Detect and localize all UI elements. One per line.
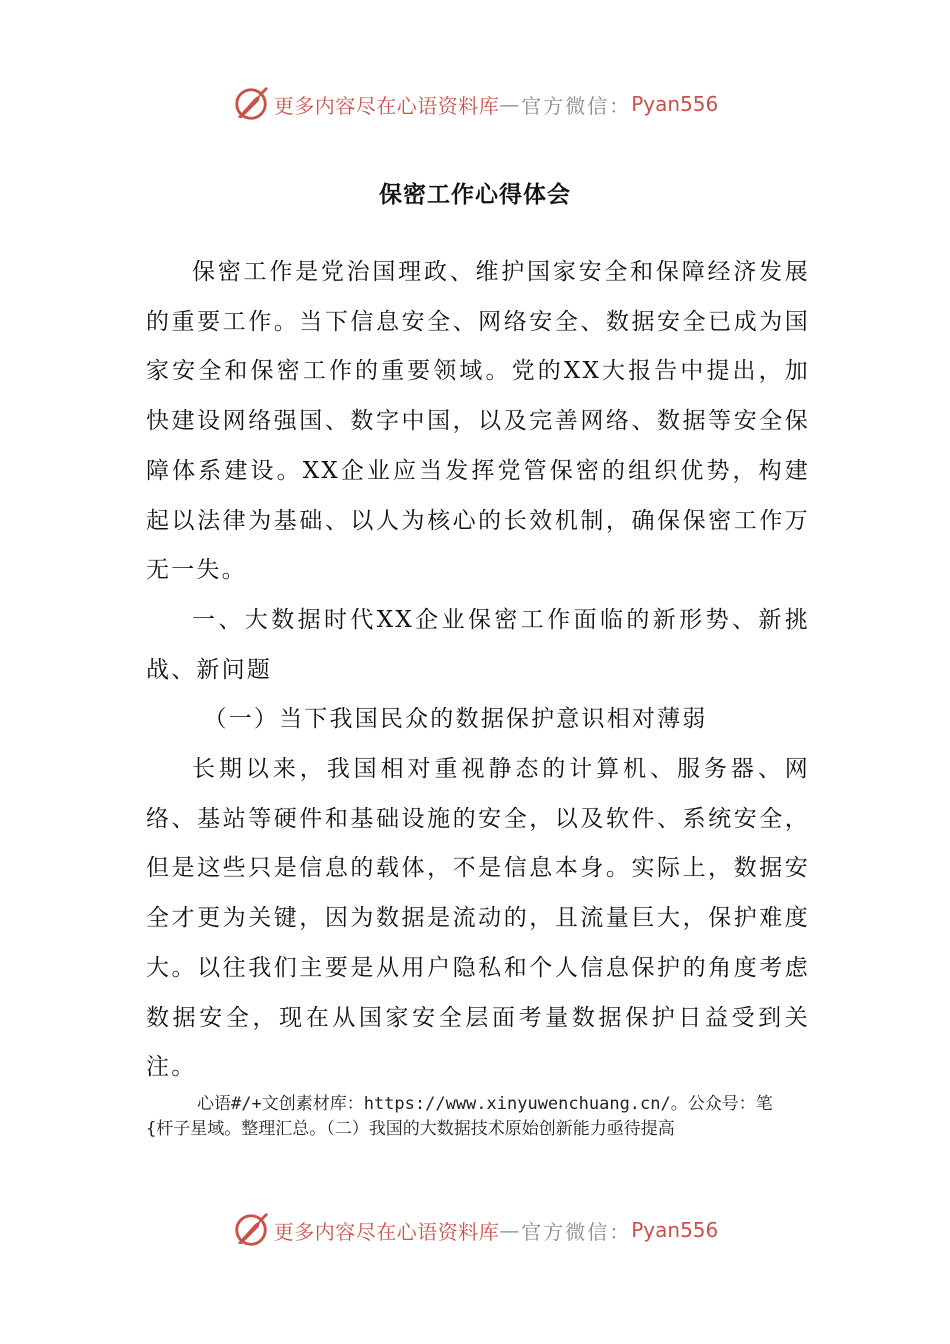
pen-nib-icon	[232, 1211, 270, 1249]
paragraph-intro: 保密工作是党治国理政、维护国家安全和保障经济发展的重要工作。当下信息安全、网络安全、数据安全已成为国家安全和保密工作的重要领域。党的XX大报告中提出，加快建设网络强国、数字中国，以及完善网络、数据等安全保障体系建设。XX企业应当发挥党管保密的组织优势，构建起以法律为基础、以人为核心的长效机制，确保保密工作万无一失。	[146, 259, 810, 584]
banner-sub-text: 官方微信：	[521, 1219, 632, 1244]
paragraph-body: 长期以来，我国相对重视静态的计算机、服务器、网络、基站等硬件和基础设施的安全，以及软件、系统安全，但是这些只是信息的载体，不是信息本身。实际上，数据安全才更为关键，因为数据是流动的，且流量巨大，保护难度大。以往我们主要是从用户隐私和个人信息保护的角度考虑数据安全，现在从国家安全层面考量数据保护日益受到关注。	[146, 756, 810, 1081]
document-body	[146, 248, 810, 1093]
banner-dash: —	[499, 92, 522, 116]
banner-sub-text: 官方微信：	[521, 93, 632, 118]
banner-wechat-id: Pyan556	[631, 92, 719, 116]
footer-banner	[0, 1210, 950, 1250]
section-heading: 一、大数据时代XX企业保密工作面临的新形势、新挑战、新问题	[146, 606, 810, 683]
document-title: 保密工作心得体会	[379, 182, 571, 208]
subsection-heading: （一）当下我国民众的数据保护意识相对薄弱	[203, 706, 708, 733]
pen-nib-icon	[232, 85, 270, 123]
banner-main-text: 更多内容尽在心语资料库	[273, 93, 500, 118]
banner-dash: —	[499, 1218, 522, 1242]
banner-wechat-id: Pyan556	[631, 1218, 719, 1242]
header-banner	[0, 84, 950, 124]
banner-main-text: 更多内容尽在心语资料库	[273, 1219, 500, 1244]
footnote-text: 心语#/+文创素材库：https://www.xinyuwenchuang.cn/。公众号：笔{杆子星域。整理汇总。（二）我国的大数据技术原始创新能力亟待提高	[146, 1094, 773, 1139]
